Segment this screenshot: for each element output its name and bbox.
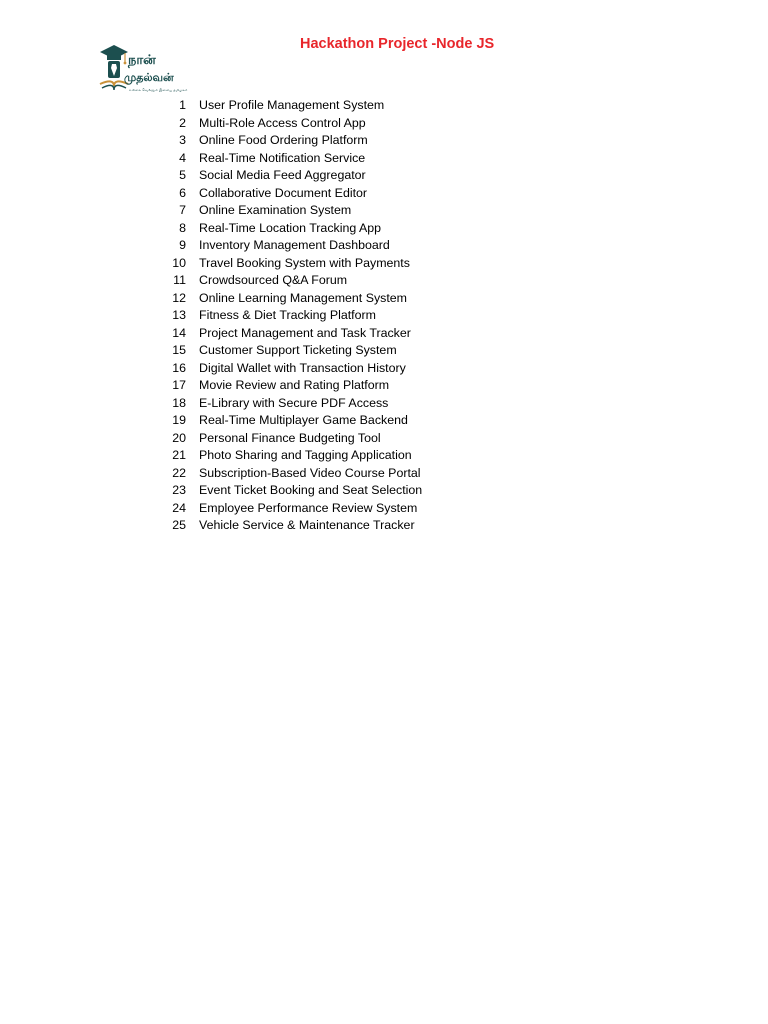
project-name: User Profile Management System	[199, 98, 385, 112]
project-row	[160, 272, 422, 290]
project-row	[160, 482, 422, 500]
project-number: 3	[179, 133, 186, 147]
project-name: Real-Time Notification Service	[199, 150, 366, 165]
project-name: Travel Booking System with Payments	[199, 255, 410, 270]
brand-logo	[98, 42, 188, 98]
project-name: Online Learning Management System	[199, 290, 408, 305]
project-number: 4	[179, 150, 186, 165]
logo-brand-line1: நான்	[128, 53, 156, 68]
project-row	[160, 167, 422, 185]
project-name: Real-Time Location Tracking App	[199, 220, 382, 235]
project-list	[160, 97, 422, 535]
project-row	[160, 220, 422, 238]
logo-tagline: உலகை வெல்லும் இளைய தமிழகம்	[129, 88, 188, 92]
project-number: 25	[172, 518, 186, 532]
project-row	[160, 517, 422, 535]
project-number: 21	[172, 448, 186, 462]
project-number: 10	[172, 255, 186, 270]
project-number: 20	[172, 430, 186, 445]
project-row	[160, 255, 422, 273]
project-row	[160, 465, 422, 483]
project-name: Customer Support Ticketing System	[199, 343, 397, 357]
project-row	[160, 307, 422, 325]
project-row	[160, 360, 422, 378]
project-name: Inventory Management Dashboard	[199, 238, 390, 252]
project-row	[160, 395, 422, 413]
project-number: 24	[172, 500, 186, 515]
project-row	[160, 430, 422, 448]
project-row	[160, 290, 422, 308]
project-row	[160, 150, 422, 168]
project-name: Multi-Role Access Control App	[199, 115, 366, 130]
page-title: Hackathon Project -Node JS	[300, 36, 495, 52]
project-name: Social Media Feed Aggregator	[199, 168, 366, 182]
project-number: 22	[172, 465, 186, 480]
project-row	[160, 377, 422, 395]
project-name: Collaborative Document Editor	[199, 185, 368, 200]
project-name: Digital Wallet with Transaction History	[199, 360, 406, 375]
project-name: Online Food Ordering Platform	[199, 133, 368, 147]
project-name: Movie Review and Rating Platform	[199, 378, 390, 392]
project-number: 1	[179, 98, 186, 112]
project-number: 14	[172, 325, 186, 340]
project-number: 8	[179, 220, 186, 235]
project-number: 5	[179, 168, 186, 182]
logo-brand-line2: முதல்வன்	[124, 71, 174, 84]
project-number: 7	[179, 203, 186, 217]
project-name: Fitness & Diet Tracking Platform	[199, 308, 376, 322]
project-number: 12	[172, 290, 186, 305]
project-number: 15	[172, 343, 186, 357]
project-name: Online Examination System	[199, 203, 352, 217]
project-row	[160, 202, 422, 220]
project-number: 9	[179, 238, 186, 252]
graduation-cap-book-icon	[98, 42, 188, 98]
project-name: Crowdsourced Q&A Forum	[199, 273, 348, 287]
project-row	[160, 237, 422, 255]
project-number: 2	[179, 115, 186, 130]
project-name: Real-Time Multiplayer Game Backend	[199, 413, 408, 427]
project-number: 6	[179, 185, 186, 200]
project-row	[160, 500, 422, 518]
project-name: Employee Performance Review System	[199, 500, 418, 515]
project-number: 13	[172, 308, 186, 322]
project-row	[160, 412, 422, 430]
project-row	[160, 325, 422, 343]
project-name: Vehicle Service & Maintenance Tracker	[199, 518, 415, 532]
project-number: 16	[172, 360, 186, 375]
project-name: Personal Finance Budgeting Tool	[199, 430, 381, 445]
project-row	[160, 447, 422, 465]
project-name: Project Management and Task Tracker	[199, 325, 411, 340]
project-row	[160, 97, 422, 115]
project-row	[160, 115, 422, 133]
project-name: Photo Sharing and Tagging Application	[199, 448, 412, 462]
project-number: 17	[172, 378, 186, 392]
project-name: Event Ticket Booking and Seat Selection	[199, 483, 423, 497]
project-number: 23	[172, 483, 186, 497]
project-name: Subscription-Based Video Course Portal	[199, 465, 421, 480]
project-row	[160, 132, 422, 150]
project-name: E-Library with Secure PDF Access	[199, 395, 389, 410]
project-row	[160, 342, 422, 360]
project-row	[160, 185, 422, 203]
project-number: 18	[172, 395, 186, 410]
project-number: 11	[173, 273, 186, 287]
project-number: 19	[172, 413, 186, 427]
